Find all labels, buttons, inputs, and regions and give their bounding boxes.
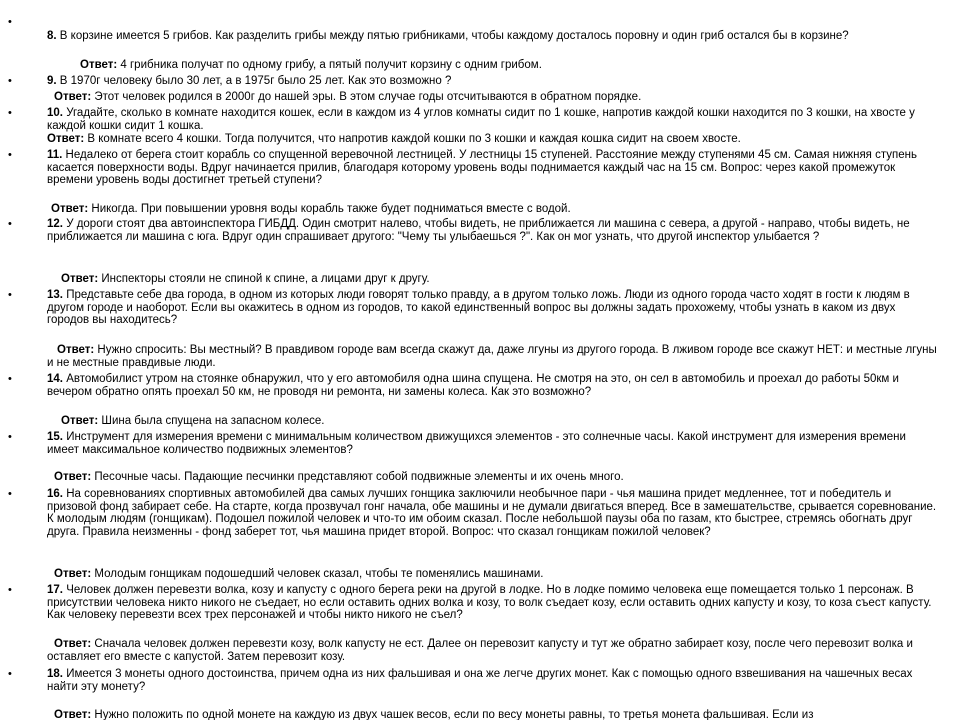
question-11 bbox=[47, 149, 940, 187]
question-number: 18. bbox=[47, 668, 63, 680]
answer-16 bbox=[54, 568, 954, 581]
question-text: В корзине имеется 5 грибов. Как разделить грибы между пятью грибниками, чтобы каждому досталось поровну и один гриб остался бы в корзине? bbox=[56, 30, 849, 42]
question-8 bbox=[47, 30, 940, 43]
list-bullet: • bbox=[8, 16, 12, 28]
answer-text: Шина была спущена на запасном колесе. bbox=[98, 415, 325, 427]
question-text: Недалеко от берега стоит корабль со спущенной веревочной лестницей. У лестницы 15 ступеней. Расстояние между ступенями 45 см. Самая нижняя ступень касается поверхности воды. Вдруг начинается прилив, благодаря которому уровень воды поднимается каждый час на 15 см. Вопрос: через какой промежуток времени уровень воды достигнет третьей ступени? bbox=[47, 149, 917, 187]
answer-text: Инспекторы стояли не спиной к спине, а лицами друг к другу. bbox=[98, 273, 430, 285]
question-text: В 1970г человеку было 30 лет, а в 1975г было 25 лет. Как это возможно ? bbox=[56, 75, 452, 87]
question-14 bbox=[47, 373, 940, 398]
answer-label: Ответ: bbox=[54, 568, 92, 580]
list-bullet: • bbox=[8, 149, 12, 161]
list-bullet: • bbox=[8, 668, 12, 680]
answer-text: Нужно спросить: Вы местный? В правдивом городе вам всегда скажут да, даже лгуны из другого города. В лживом городе все скажут НЕТ: и местные лгуны и не местные правдивые люди. bbox=[47, 344, 937, 369]
question-17 bbox=[47, 584, 940, 622]
list-bullet: • bbox=[8, 75, 12, 87]
answer-12 bbox=[61, 273, 960, 286]
question-12 bbox=[47, 218, 940, 243]
answer-label: Ответ: bbox=[61, 273, 99, 285]
answer-10 bbox=[47, 133, 947, 146]
answer-label: Ответ: bbox=[54, 471, 92, 483]
list-bullet: • bbox=[8, 584, 12, 596]
answer-11 bbox=[51, 203, 951, 216]
question-9 bbox=[47, 75, 940, 88]
answer-text: В комнате всего 4 кошки. Тогда получится, что напротив каждой кошки по 3 кошки и каждая кошка сидит на своем хвосте. bbox=[84, 133, 741, 145]
answer-label: Ответ: bbox=[57, 344, 95, 356]
list-bullet: • bbox=[8, 218, 12, 230]
answer-text: Сначала человек должен перевезти козу, волк капусту не ест. Далее он перевозит капусту и тут же обратно забирает козу, после чего перевозит волка и оставляет его вместе с капустой. Затем перевозит козу. bbox=[47, 638, 913, 663]
answer-label: Ответ: bbox=[54, 91, 92, 103]
list-bullet: • bbox=[8, 107, 12, 119]
answer-15 bbox=[54, 471, 954, 484]
question-text: Автомобилист утром на стоянке обнаружил, что у его автомобиля одна шина спущена. Не смотря на это, он сел в автомобиль и проехал до работы 50км и вечером обратно опять проехал 50 км, не проводя ни ремонта, ни замены колеса. Как это возможно? bbox=[47, 373, 899, 398]
answer-text: Никогда. При повышении уровня воды корабль также будет подниматься вместе с водой. bbox=[88, 203, 571, 215]
answer-label: Ответ: bbox=[47, 133, 85, 145]
question-text: Инструмент для измерения времени с минимальным количеством движущихся элементов - это солнечные часы. Какой инструмент для измерения времени имеет максимальное количество подвижных элементов? bbox=[47, 431, 906, 456]
question-text: Представьте себе два города, в одном из которых люди говорят только правду, а в другом только ложь. Люди из одного города часто ходят в гости к людям в другом городе и наоборот. Если вы окажитесь в одном из городов, то какой единственный вопрос вы должны задать прохожему, чтобы узнать в каком из двух городов вы находитесь? bbox=[47, 289, 910, 327]
list-bullet: • bbox=[8, 488, 12, 500]
answer-label: Ответ: bbox=[51, 203, 89, 215]
question-number: 8. bbox=[47, 30, 57, 42]
question-number: 13. bbox=[47, 289, 63, 301]
answer-18 bbox=[47, 709, 940, 720]
answer-label: Ответ: bbox=[54, 638, 92, 650]
question-number: 10. bbox=[47, 107, 63, 119]
list-bullet: • bbox=[8, 289, 12, 301]
answer-text: Этот человек родился в 2000г до нашей эры. В этом случае годы отсчитываются в обратном порядке. bbox=[91, 91, 642, 103]
question-number: 9. bbox=[47, 75, 57, 87]
answer-8 bbox=[80, 59, 960, 72]
question-number: 16. bbox=[47, 488, 63, 500]
answer-13 bbox=[47, 344, 940, 369]
question-16 bbox=[47, 488, 940, 538]
question-10 bbox=[47, 107, 940, 132]
list-bullet: • bbox=[8, 431, 12, 443]
answer-text: 4 грибника получат по одному грибу, а пятый получит корзину с одним грибом. bbox=[117, 59, 542, 71]
question-number: 12. bbox=[47, 218, 63, 230]
question-text: Человек должен перевезти волка, козу и капусту с одного берега реки на другой в лодке. Но в лодке помимо человека еще помещается только 1 персонаж. В присутствии человека никто никого не съедает, но если оставить одних волка и козу, то волк съедает козу, если оставить одних капусту и козу, то коза съест капусту. Как человеку перевезти всех трех персонажей и чтобы никто никого не съел? bbox=[47, 584, 932, 622]
question-text: На соревнованиях спортивных автомобилей два самых лучших гонщика заключили необычное пари - чья машина придет медленнее, тот и победитель и призовой фонд забирает себе. На старте, когда прозвучал гонг начала, обе машины и не думали двигаться вперед. Все в замешательстве, срывается соревнование. К молодым людям (гонщикам). Подошел пожилой человек и что-то им обоим сказал. После небольшой паузы оба по газам, кто быстрее, стремясь обогнать друг друга. Правила неизменны - фонд заберет тот, чья машина придет второй. Вопрос: что сказал гонщикам пожилой человек? bbox=[47, 488, 937, 538]
answer-text: Нужно положить по одной монете на каждую из двух чашек весов, если по весу монеты равны, то третья монета фальшивая. Если из bbox=[91, 709, 814, 720]
answer-label: Ответ: bbox=[80, 59, 118, 71]
question-number: 17. bbox=[47, 584, 63, 596]
question-15 bbox=[47, 431, 940, 456]
question-text: У дороги стоят два автоинспектора ГИБДД. Один смотрит налево, чтобы видеть, не приближается ли машина с севера, а другой - направо, чтобы видеть, не приближается ли машина с юга. Вдруг один спрашивает другого: "Чему ты улыбаешься ?". Как он мог узнать, что другой инспектор улыбается ? bbox=[47, 218, 910, 243]
question-text: Имеется 3 монеты одного достоинства, причем одна из них фальшивая и она же легче других монет. Как с помощью одного взвешивания на чашечных весах найти эту монету? bbox=[47, 668, 913, 693]
question-text: Угадайте, сколько в комнате находится кошек, если в каждом из 4 углов комнаты сидит по 1 кошке, напротив каждой кошки находится по 3 кошки, на хвосте у каждой кошки сидит 1 кошка. bbox=[47, 107, 915, 132]
question-number: 14. bbox=[47, 373, 63, 385]
answer-14 bbox=[61, 415, 960, 428]
question-number: 15. bbox=[47, 431, 63, 443]
answer-label: Ответ: bbox=[54, 709, 92, 720]
list-bullet: • bbox=[8, 373, 12, 385]
question-number: 11. bbox=[47, 149, 63, 161]
question-13 bbox=[47, 289, 940, 327]
answer-17 bbox=[47, 638, 940, 663]
question-18 bbox=[47, 668, 940, 693]
answer-text: Песочные часы. Падающие песчинки представляют собой подвижные элементы и их очень много. bbox=[91, 471, 624, 483]
answer-label: Ответ: bbox=[61, 415, 99, 427]
answer-text: Молодым гонщикам подошедший человек сказал, чтобы те поменялись машинами. bbox=[91, 568, 544, 580]
answer-9 bbox=[54, 91, 954, 104]
